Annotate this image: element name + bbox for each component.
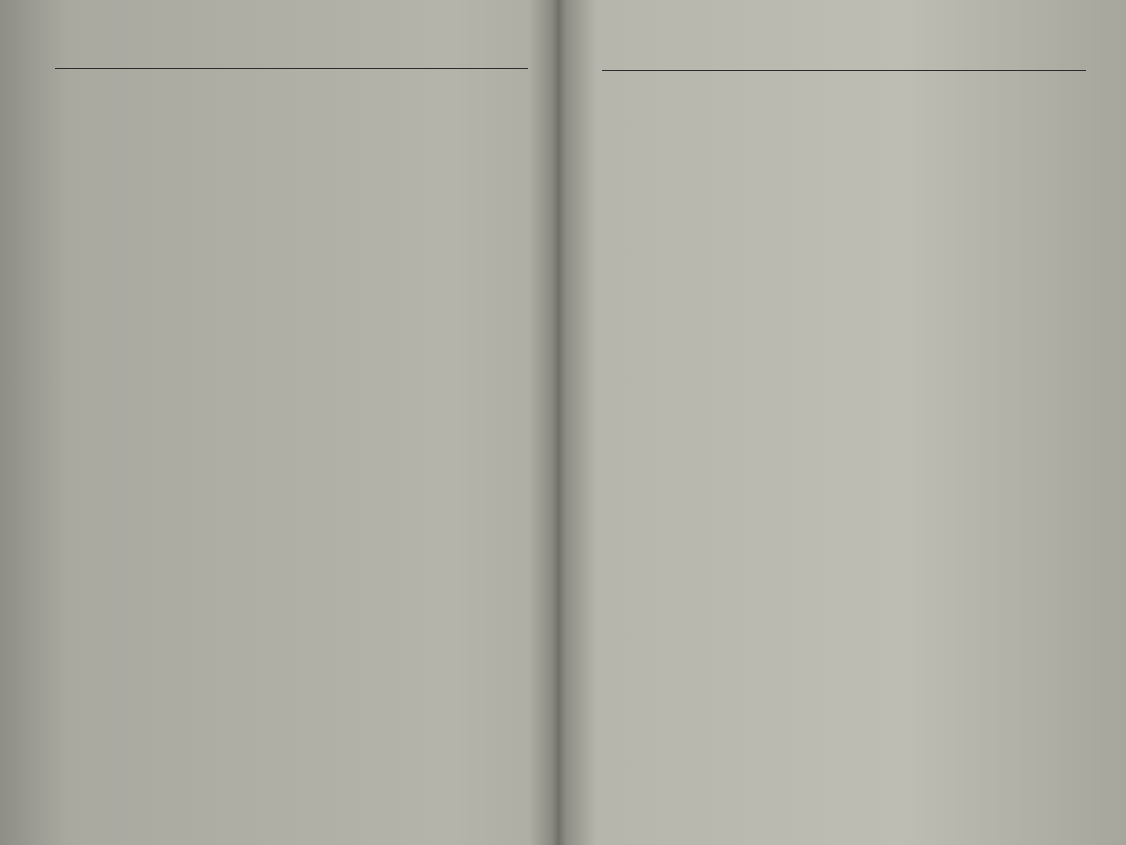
right-page	[560, 0, 1126, 845]
running-header	[55, 50, 528, 69]
running-header	[602, 52, 1086, 71]
left-page	[0, 0, 548, 845]
